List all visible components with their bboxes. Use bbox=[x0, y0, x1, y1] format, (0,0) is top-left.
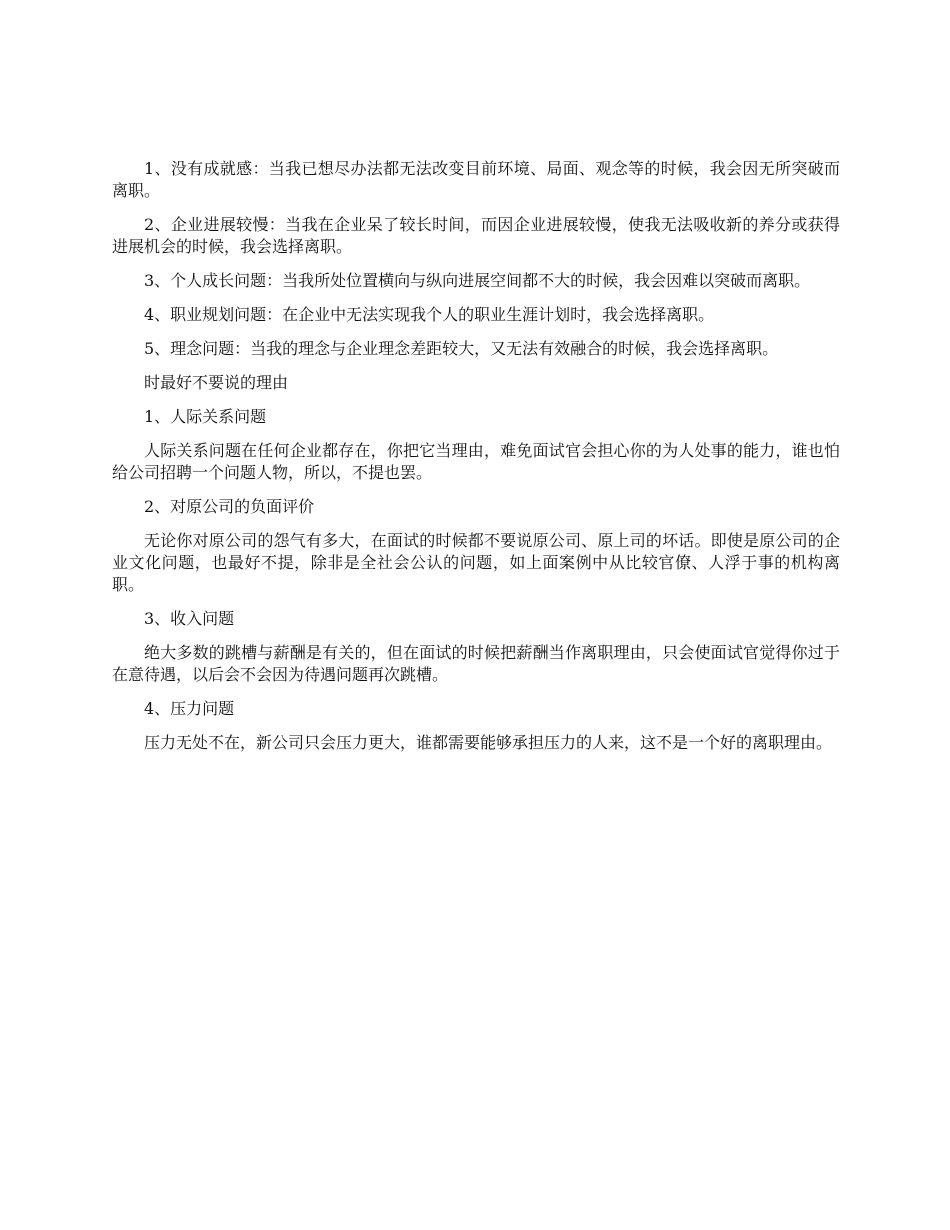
paragraph-negative-review: 无论你对原公司的怨气有多大，在面试的时候都不要说原公司、原上司的坏话。即使是原公司的企业文化问题，也最好不提，除非是全社会公认的问题，如上面案例中从比较官僚、人浮于事的机构离职。 bbox=[112, 531, 840, 594]
paragraph-philosophy: 5、理念问题：当我的理念与企业理念差距较大，又无法有效融合的时候，我会选择离职。 bbox=[144, 339, 779, 358]
subheading-income: 3、收入问题 bbox=[144, 609, 235, 628]
section-heading: 时最好不要说的理由 bbox=[144, 373, 289, 392]
paragraph-personal-growth: 3、个人成长问题：当我所处位置横向与纵向进展空间都不大的时候，我会因难以突破而离职。 bbox=[144, 271, 811, 290]
document-body bbox=[112, 158, 840, 766]
paragraph-interpersonal: 人际关系问题在任何企业都存在，你把它当理由，难免面试官会担心你的为人处事的能力，谁也怕给公司招聘一个问题人物，所以，不提也罢。 bbox=[112, 441, 840, 482]
paragraph-no-achievement: 1、没有成就感：当我已想尽办法都无法改变目前环境、局面、观念等的时候，我会因无所突破而离职。 bbox=[112, 159, 840, 200]
paragraph-career-planning: 4、职业规划问题：在企业中无法实现我个人的职业生涯计划时，我会选择离职。 bbox=[144, 305, 715, 324]
subheading-pressure: 4、压力问题 bbox=[144, 699, 235, 718]
subheading-interpersonal: 1、人际关系问题 bbox=[144, 407, 267, 426]
paragraph-income: 绝大多数的跳槽与薪酬是有关的，但在面试的时候把薪酬当作离职理由，只会使面试官觉得你过于在意待遇，以后会不会因为待遇问题再次跳槽。 bbox=[112, 643, 840, 684]
paragraph-pressure: 压力无处不在，新公司只会压力更大，谁都需要能够承担压力的人来，这不是一个好的离职理由。 bbox=[144, 733, 833, 752]
subheading-negative-review: 2、对原公司的负面评价 bbox=[144, 497, 315, 516]
paragraph-slow-progress: 2、企业进展较慢：当我在企业呆了较长时间，而因企业进展较慢，使我无法吸收新的养分或获得进展机会的时候，我会选择离职。 bbox=[112, 215, 840, 256]
